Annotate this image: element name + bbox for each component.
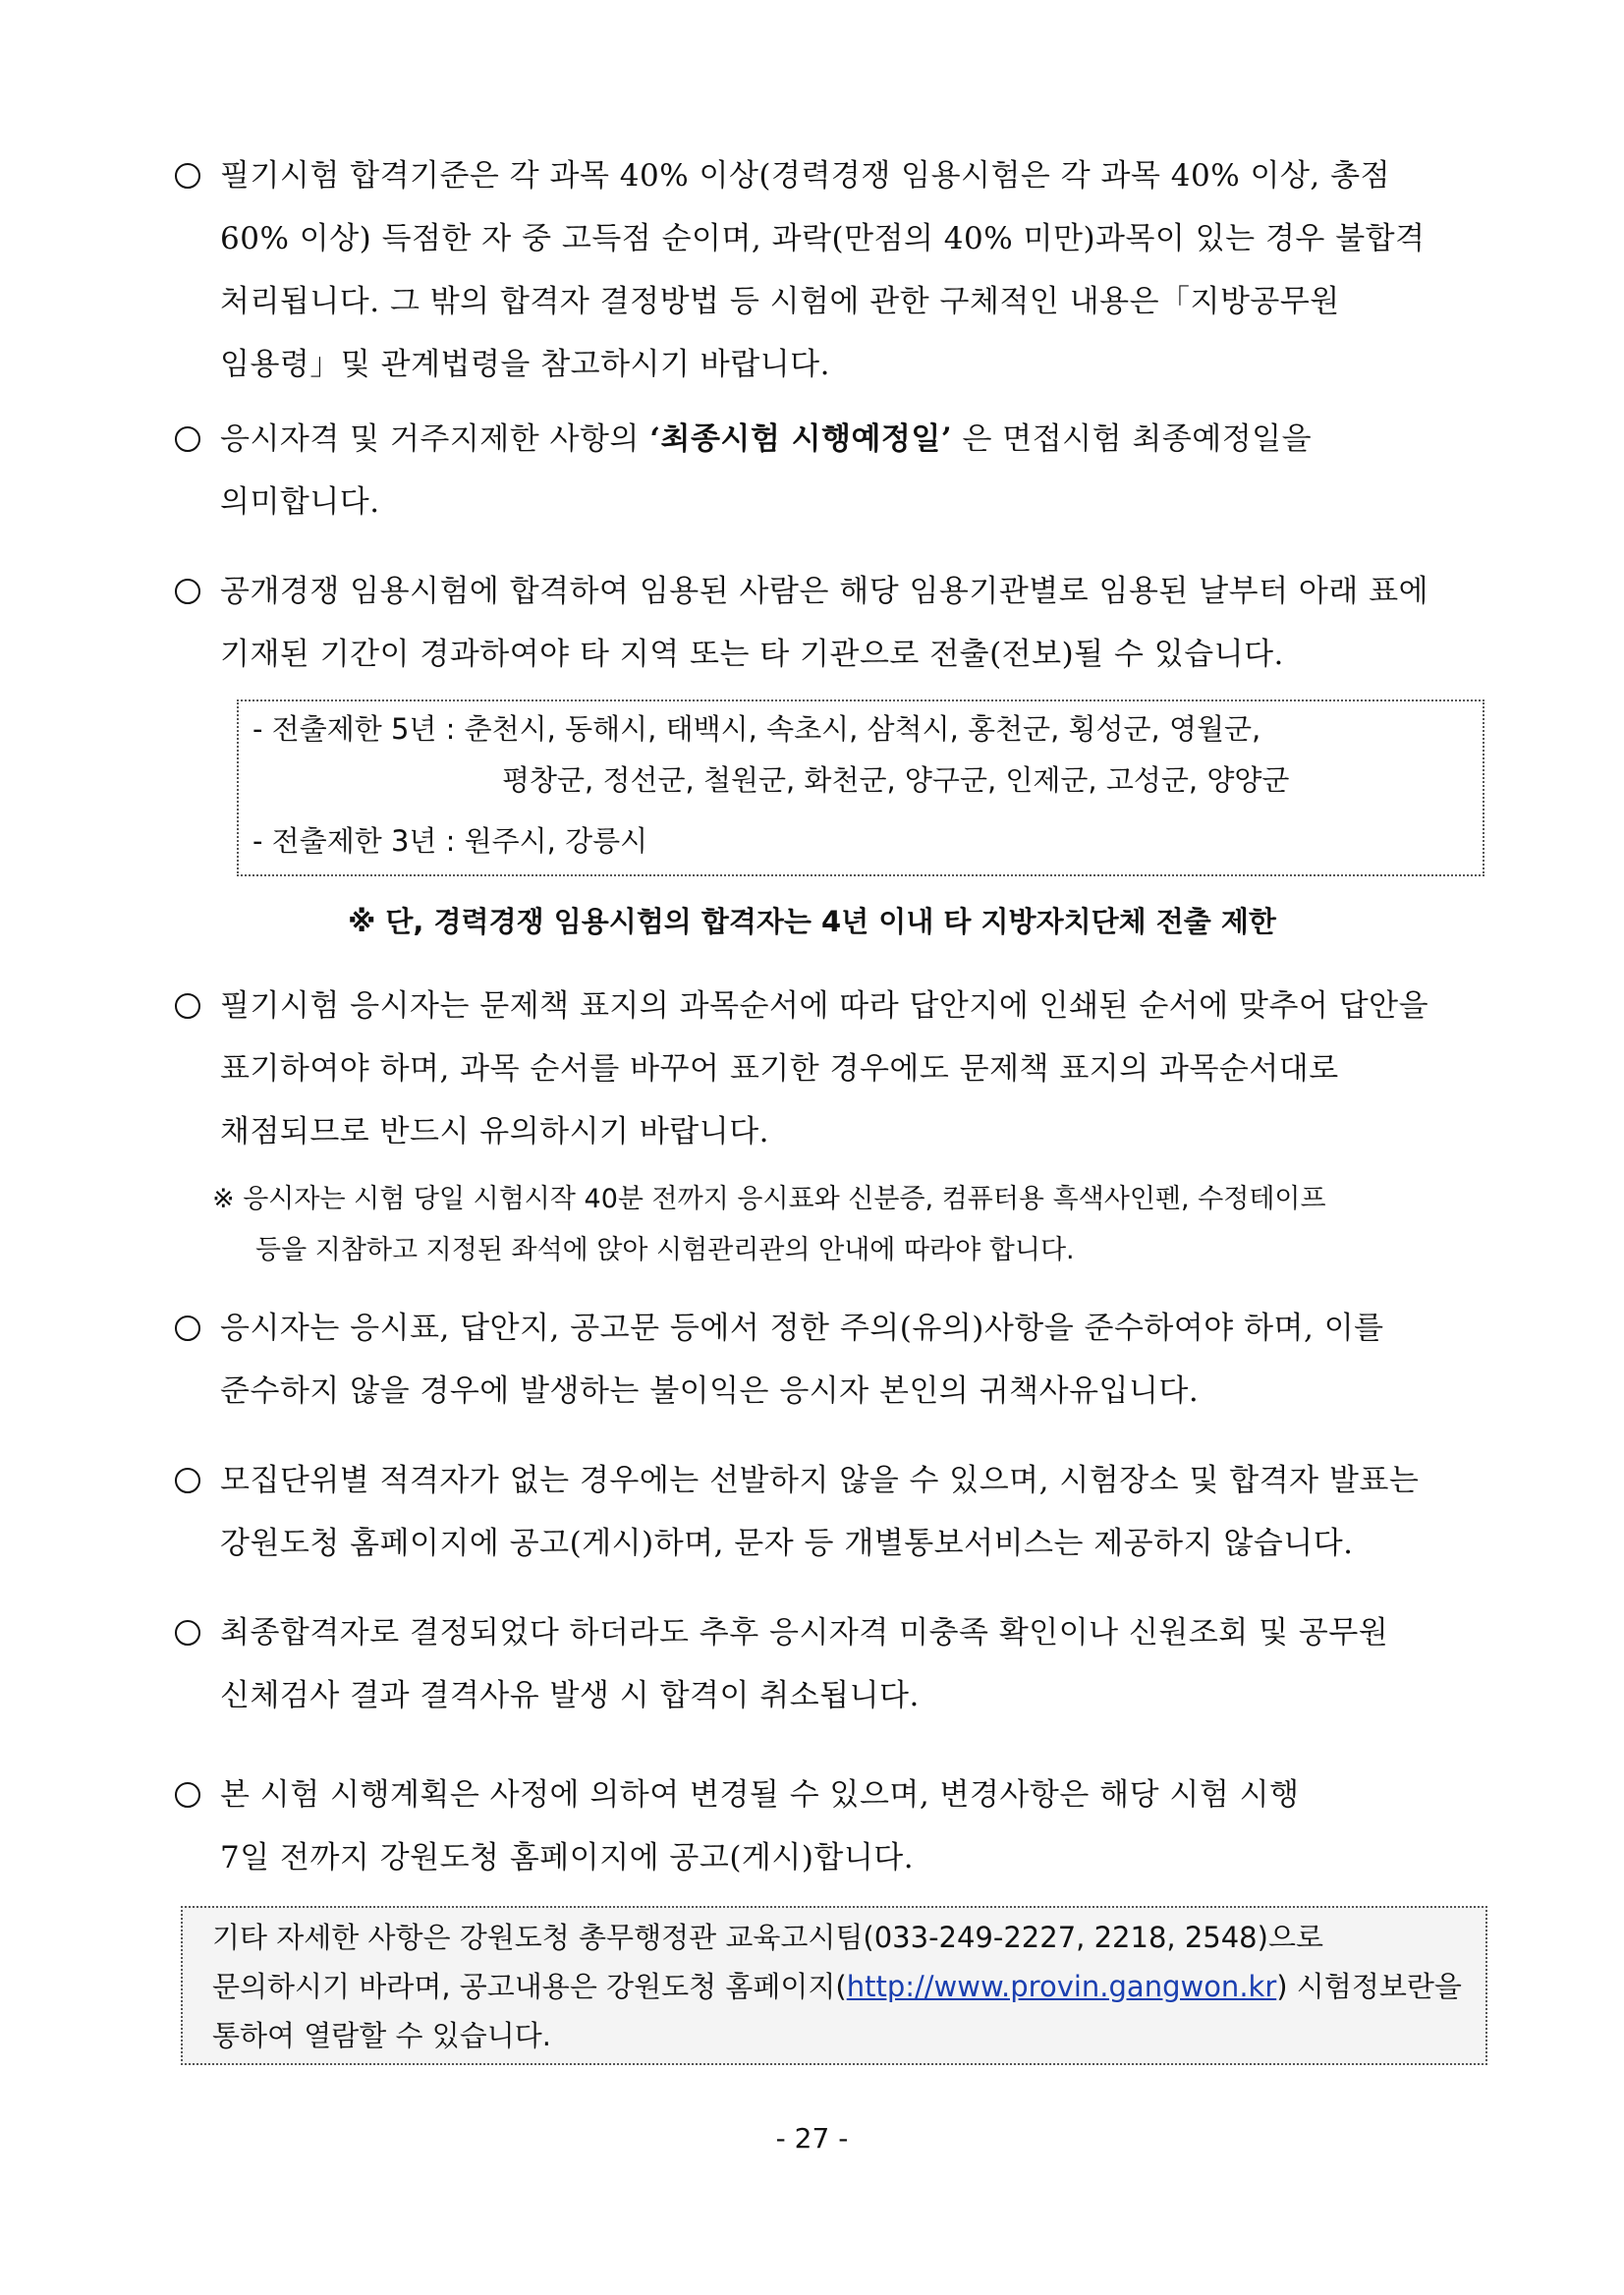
box-row-3-years: - 전출제한 3년 : 원주시, 강릉시 <box>252 824 648 858</box>
text-line <box>220 420 1312 458</box>
text-line: 준수하지 않을 경우에 발생하는 불이익은 응시자 본인의 귀책사유입니다. <box>220 1373 1200 1409</box>
text-line: 7일 전까지 강원도청 홈페이지에 공고(게시)합니다. <box>220 1840 915 1875</box>
contact-line <box>212 1969 1462 2004</box>
text-line: 기재된 기간이 경과하여야 타 지역 또는 타 기관으로 전출(전보)될 수 있습니다. <box>220 637 1284 672</box>
text-line: 본 시험 시행계획은 사정에 의하여 변경될 수 있으며, 변경사항은 해당 시험 시행 <box>220 1777 1300 1813</box>
transfer-restriction-box <box>237 700 1484 876</box>
circle-bullet-icon <box>175 1468 200 1493</box>
contact-info-box <box>181 1906 1487 2065</box>
circle-bullet-icon <box>175 993 200 1019</box>
text-segment: 응시자격 및 거주지제한 사항의 <box>220 421 650 457</box>
text-line: 표기하여야 하며, 과목 순서를 바꾸어 표기한 경우에도 문제책 표지의 과목순서대로 <box>220 1051 1339 1087</box>
text-line: 의미합니다. <box>220 484 380 520</box>
text-segment: 은 면접시험 최종예정일을 <box>952 421 1313 457</box>
contact-line: 통하여 열람할 수 있습니다. <box>212 2019 552 2052</box>
text-line: 강원도청 홈페이지에 공고(게시)하며, 문자 등 개별통보서비스는 제공하지 않습니다. <box>220 1526 1354 1561</box>
career-competition-note: ※ 단, 경력경쟁 임용시험의 합격자는 4년 이내 타 지방자치단체 전출 제한 <box>348 905 1276 938</box>
text-segment: 문의하시기 바라며, 공고내용은 강원도청 홈페이지( <box>212 1970 847 2003</box>
text-line: 신체검사 결과 결격사유 발생 시 합격이 취소됩니다. <box>220 1678 920 1713</box>
exam-day-note-line: ※ 응시자는 시험 당일 시험시작 40분 전까지 응시표와 신분증, 컴퓨터용 흑색사인펜, 수정테이프 <box>212 1184 1326 1214</box>
page-number: - 27 - <box>775 2122 849 2155</box>
exam-day-note-line: 등을 지참하고 지정된 좌석에 앉아 시험관리관의 안내에 따라야 합니다. <box>255 1235 1075 1265</box>
box-row-5-years-cont: 평창군, 정선군, 철원군, 화천군, 양구군, 인제군, 고성군, 양양군 <box>502 763 1290 797</box>
circle-bullet-icon <box>175 426 200 452</box>
text-line: 최종합격자로 결정되었다 하더라도 추후 응시자격 미충족 확인이나 신원조회 및 공무원 <box>220 1615 1389 1651</box>
circle-bullet-icon <box>175 1620 200 1646</box>
text-line: 60% 이상) 득점한 자 중 고득점 순이며, 과락(만점의 40% 미만)과목이 있는 경우 불합격 <box>220 221 1426 256</box>
circle-bullet-icon <box>175 579 200 604</box>
emphasis-text: ‘최종시험 시행예정일’ <box>649 421 953 457</box>
text-line: 처리됩니다. 그 밖의 합격자 결정방법 등 시험에 관한 구체적인 내용은「지방공무원 <box>220 284 1340 319</box>
circle-bullet-icon <box>175 1782 200 1808</box>
text-line: 모집단위별 적격자가 없는 경우에는 선발하지 않을 수 있으며, 시험장소 및 합격자 발표는 <box>220 1463 1420 1498</box>
text-line: 채점되므로 반드시 유의하시기 바랍니다. <box>220 1114 769 1149</box>
contact-line: 기타 자세한 사항은 강원도청 총무행정관 교육고시팀(033-249-2227, 2218, 2548)으로 <box>212 1921 1323 1954</box>
text-line: 응시자는 응시표, 답안지, 공고문 등에서 정한 주의(유의)사항을 준수하여야 하며, 이를 <box>220 1311 1384 1346</box>
circle-bullet-icon <box>175 163 200 189</box>
text-line: 임용령」및 관계법령을 참고하시기 바랍니다. <box>220 347 830 382</box>
text-line: 필기시험 응시자는 문제책 표지의 과목순서에 따라 답안지에 인쇄된 순서에 맞추어 답안을 <box>220 988 1429 1024</box>
text-line: 필기시험 합격기준은 각 과목 40% 이상(경력경쟁 임용시험은 각 과목 40% 이상, 총점 <box>220 158 1391 194</box>
circle-bullet-icon <box>175 1315 200 1341</box>
box-row-5-years: - 전출제한 5년 : 춘천시, 동해시, 태백시, 속초시, 삼척시, 홍천군, 횡성군, 영월군, <box>252 712 1261 746</box>
homepage-link[interactable]: http://www.provin.gangwon.kr <box>846 1970 1277 2003</box>
text-segment: ) 시험정보란을 <box>1276 1970 1462 2003</box>
text-line: 공개경쟁 임용시험에 합격하여 임용된 사람은 해당 임용기관별로 임용된 날부터 아래 표에 <box>220 574 1429 609</box>
